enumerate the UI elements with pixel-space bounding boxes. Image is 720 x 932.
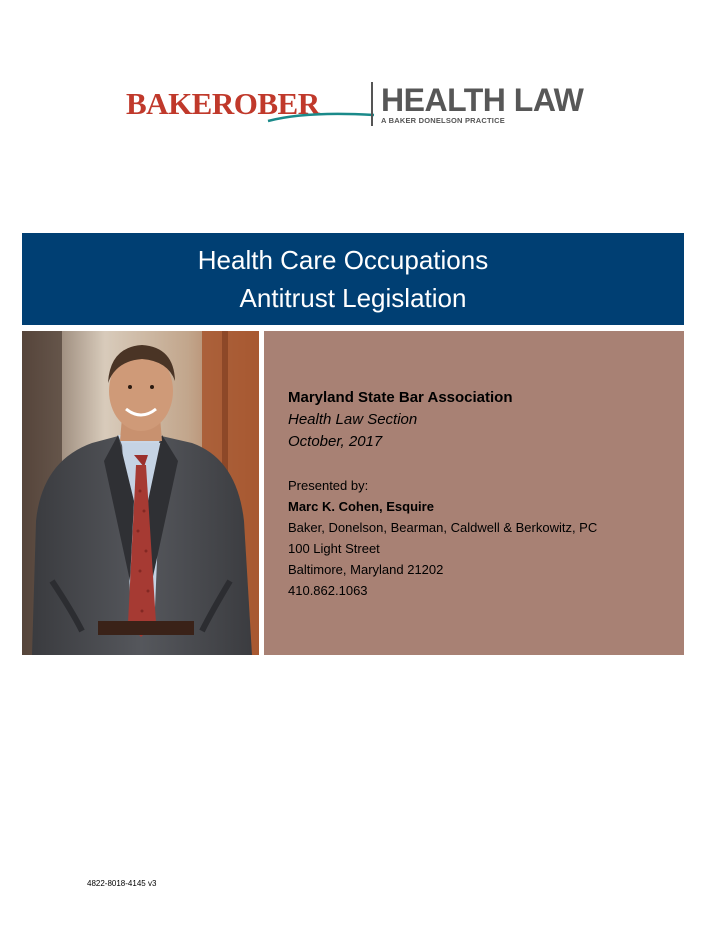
section-name: Health Law Section: [288, 411, 418, 428]
logo-brand-mark: [126, 82, 376, 126]
document-title-line-2: Antitrust Legislation: [239, 283, 467, 313]
event-date: October, 2017: [288, 433, 383, 450]
logo-brand-text: BAKEROBER: [126, 86, 320, 121]
logo-practice-subtitle: A BAKER DONELSON PRACTICE: [381, 116, 505, 125]
firm-logo: [120, 80, 610, 130]
firm-name: Baker, Donelson, Bearman, Caldwell & Berkowitz, PC: [288, 520, 598, 535]
logo-swoosh-icon: [266, 109, 376, 125]
street-address: 100 Light Street: [288, 541, 380, 556]
title-banner: [22, 233, 684, 325]
phone-number: 410.862.1063: [288, 583, 368, 598]
document-title-line-1: Health Care Occupations: [197, 245, 489, 275]
city-state-zip: Baltimore, Maryland 21202: [288, 562, 444, 577]
logo-divider: [371, 82, 373, 126]
presenter-photo: [22, 331, 259, 655]
organization-name: Maryland State Bar Association: [288, 389, 513, 406]
presentation-info: [288, 387, 678, 601]
presentation-info-panel: [264, 331, 684, 655]
presented-by-label: Presented by:: [288, 478, 369, 493]
presenter-photo-illustration: [22, 331, 259, 655]
document-id: 4822-8018-4145 v3: [87, 879, 157, 888]
logo-practice-name: HEALTH LAW: [381, 82, 584, 118]
logo-practice: [381, 84, 611, 128]
presenter-name: Marc K. Cohen, Esquire: [288, 499, 434, 514]
